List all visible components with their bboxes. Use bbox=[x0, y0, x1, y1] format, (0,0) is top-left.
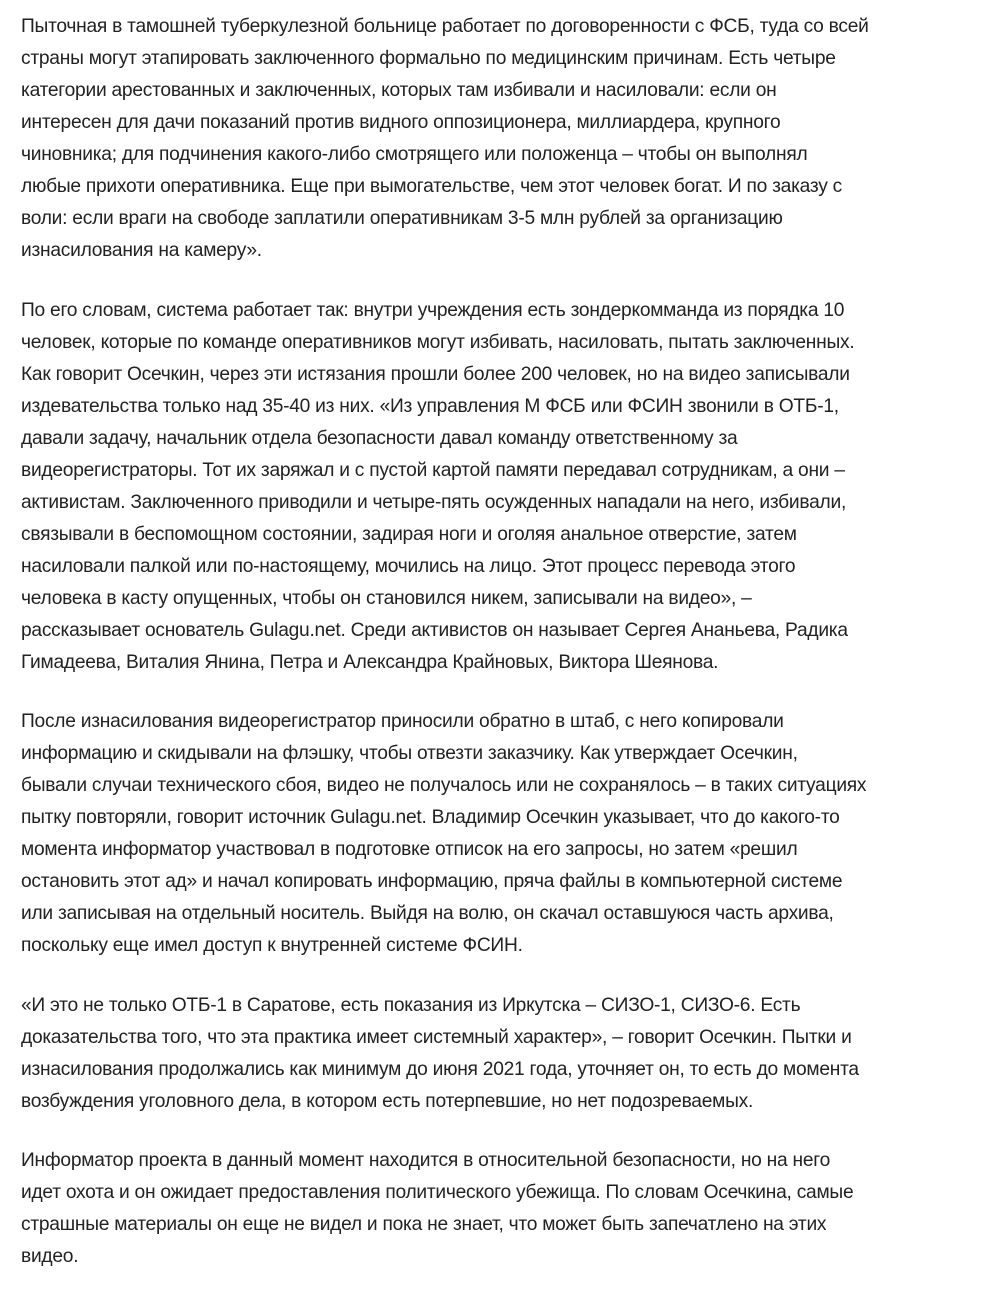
text-line: пытку повторяли, говорит источник Gulagu.net. Владимир Осечкин указывает, что до какого-то bbox=[21, 807, 840, 828]
text-line: остановить этот ад» и начал копировать информацию, пряча файлы в компьютерной системе bbox=[21, 871, 843, 892]
text-line: активистам. Заключенного приводили и четыре-пять осужденных нападали на него, избивали, bbox=[21, 491, 847, 513]
text-line: чиновника; для подчинения какого-либо смотрящего или положенца – чтобы он выполнял bbox=[21, 144, 808, 165]
text-line: связывали в беспомощном состоянии, задирая ноги и оголяя анальное отверстие, затем bbox=[21, 523, 797, 545]
text-line: человека в касту опущенных, чтобы он становился никем, записывали на видео», – bbox=[21, 587, 752, 609]
text-line: человек, которые по команде оперативников могут избивать, насиловать, пытать заключенных. bbox=[21, 331, 855, 353]
text-line: страны могут этапировать заключенного формально по медицинским причинам. Есть четыре bbox=[21, 48, 836, 69]
text-line: Гимадеева, Виталия Янина, Петра и Александра Крайновых, Виктора Шеянова. bbox=[21, 651, 719, 673]
paragraph-2 bbox=[21, 295, 971, 679]
text-line: насиловали палкой или по-настоящему, мочились на лицо. Этот процесс перевода этого bbox=[21, 555, 796, 577]
text-line: интересен для дачи показаний против видного оппозиционера, миллиардера, крупного bbox=[21, 112, 781, 133]
text-line: давали задачу, начальник отдела безопасности давал команду ответственному за bbox=[21, 427, 738, 449]
text-line: рассказывает основатель Gulagu.net. Среди активистов он называет Сергея Ананьева, Радика bbox=[21, 619, 848, 641]
text-line: доказательства того, что эта практика имеет системный характер», – говорит Осечкин. Пытки и bbox=[21, 1026, 852, 1048]
text-line: По его словам, система работает так: внутри учреждения есть зондеркомманда из порядка 10 bbox=[21, 299, 845, 321]
text-line: бывали случаи технического сбоя, видео не получалось или не сохранялось – в таких ситуациях bbox=[21, 775, 867, 796]
text-line: Пыточная в тамошней туберкулезной больнице работает по договоренности с ФСБ, туда со всей bbox=[21, 16, 869, 37]
text-line: «И это не только ОТБ-1 в Саратове, есть показания из Иркутска – СИЗО-1, СИЗО-6. Есть bbox=[21, 994, 801, 1016]
article-body bbox=[21, 11, 971, 1301]
text-line: любые прихоти оперативника. Еще при вымогательстве, чем этот человек богат. И по заказу с bbox=[21, 176, 842, 197]
text-line: или записывая на отдельный носитель. Выйдя на волю, он скачал оставшуюся часть архива, bbox=[21, 903, 834, 924]
paragraph-1 bbox=[21, 11, 971, 267]
text-line: видео. bbox=[21, 1246, 79, 1267]
text-line: Как говорит Осечкин, через эти истязания прошли более 200 человек, но на видео записывали bbox=[21, 363, 850, 385]
text-line: воли: если враги на свободе заплатили оперативникам 3-5 млн рублей за организацию bbox=[21, 208, 783, 229]
text-line: идет охота и он ожидает предоставления политического убежища. По словам Осечкина, самые bbox=[21, 1182, 854, 1203]
text-line: издевательства только над 35-40 из них. «Из управления М ФСБ или ФСИН звонили в ОТБ-1, bbox=[21, 395, 839, 417]
paragraph-4 bbox=[21, 990, 971, 1118]
paragraph-3 bbox=[21, 706, 971, 962]
text-line: Информатор проекта в данный момент находится в относительной безопасности, но на него bbox=[21, 1150, 831, 1171]
text-line: страшные материалы он еще не видел и пока не знает, что может быть запечатлено на этих bbox=[21, 1214, 827, 1235]
text-line: момента информатор участвовал в подготовке отписок на его запросы, но затем «решил bbox=[21, 839, 798, 860]
text-line: информацию и скидывали на флэшку, чтобы отвезти заказчику. Как утверждает Осечкин, bbox=[21, 743, 798, 764]
text-line: изнасилования на камеру». bbox=[21, 240, 262, 261]
text-line: изнасилования продолжались как минимум до июня 2021 года, уточняет он, то есть до момента bbox=[21, 1058, 859, 1080]
text-line: поскольку еще имел доступ к внутренней системе ФСИН. bbox=[21, 935, 523, 956]
text-line: После изнасилования видеорегистратор приносили обратно в штаб, с него копировали bbox=[21, 711, 784, 732]
text-line: возбуждения уголовного дела, в котором есть потерпевшие, но нет подозреваемых. bbox=[21, 1090, 754, 1112]
text-line: категории арестованных и заключенных, которых там избивали и насиловали: если он bbox=[21, 80, 777, 101]
paragraph-5 bbox=[21, 1145, 971, 1273]
text-line: видеорегистраторы. Тот их заряжал и с пустой картой памяти передавал сотрудникам, а они – bbox=[21, 459, 845, 481]
